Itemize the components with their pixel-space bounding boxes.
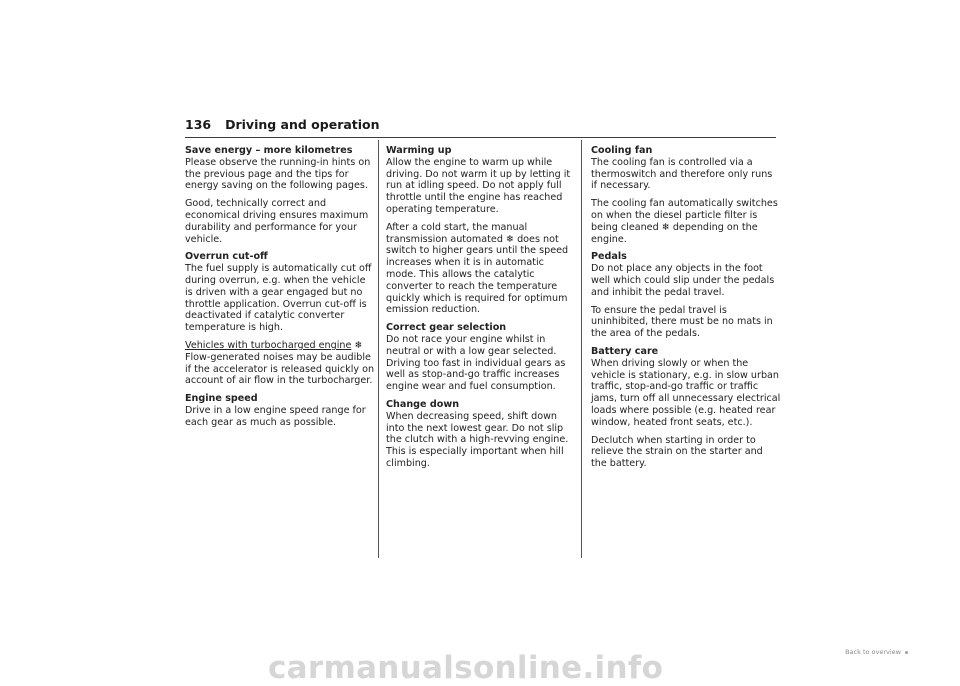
section-correct-gear-selection (386, 322, 576, 393)
column-divider-2 (581, 140, 582, 558)
section-save-energy (185, 145, 375, 245)
paragraph: Do not place any objects in the foot well which could slip under the pedals and inhibit the pedal travel. (591, 263, 775, 298)
section-heading: Overrun cut-off (185, 251, 268, 263)
paragraph: The fuel supply is automatically cut off during overrun, e.g. when the vehicle is driven with a gear engaged but no throttle application. Overrun cut-off is deactivated if catalytic converter temperature is high. (185, 263, 372, 334)
column-2 (386, 145, 576, 476)
paragraph-part: The cooling fan automatically switches on when the diesel particle filter is being cleaned (591, 198, 778, 233)
paragraph: Good, technically correct and economical driving ensures maximum durability and performance for your vehicle. (185, 198, 369, 245)
section-cooling-fan (591, 145, 781, 245)
subheading-turbocharged (185, 340, 375, 352)
section-battery-care (591, 346, 781, 470)
paragraph: The cooling fan is controlled via a thermoswitch and therefore only runs if necessary. (591, 156, 773, 192)
snowflake-icon: ❄ (505, 233, 515, 245)
section-pedals (591, 251, 781, 340)
section-warming-up (386, 145, 576, 316)
paragraph-part: After a cold start, the manual transmission automated (386, 221, 528, 245)
paragraph-part: depending on the engine. (591, 221, 758, 245)
section-heading: Save energy – more kilometres (185, 145, 353, 156)
subheading-text: Vehicles with turbocharged engine (185, 339, 352, 351)
snowflake-icon: ❄ (661, 221, 670, 233)
paragraph-part: does not switch to higher gears until the speed increases when it is in automatic mode. This allows the catalytic converter to reach the temperature quickly which is required for optimum emission reduction. (386, 233, 569, 316)
section-engine-speed (185, 393, 375, 428)
watermark: carmanualsonline.info (268, 650, 664, 686)
paragraph: Allow the engine to warm up while driving. Do not warm it up by letting it run at idling speed. Do not apply full throttle until the engine has reached operating temperature. (386, 156, 571, 215)
paragraph: To ensure the pedal travel is uninhibited, there must be no mats in the area of the pedals. (591, 304, 773, 340)
page-header (185, 117, 776, 132)
paragraph: Please observe the running-in hints on the previous page and the tips for energy saving on the following pages. (185, 156, 371, 192)
page-number: 136 (185, 117, 212, 132)
page-title: Driving and operation (225, 117, 380, 132)
snowflake-icon: ❄ (354, 339, 363, 351)
section-heading: Correct gear selection (386, 322, 507, 334)
section-heading: Warming up (386, 145, 452, 156)
paragraph: Flow-generated noises may be audible if the accelerator is released quickly on account of air flow in the turbocharger. (185, 351, 375, 387)
paragraph: When decreasing speed, shift down into the next lowest gear. Do not slip the clutch with a high-revving engine. This is especially important when hill climbing. (386, 410, 569, 469)
column-divider-1 (378, 140, 379, 558)
paragraph: When driving slowly or when the vehicle is stationary, e.g. in slow urban traffic, stop-and-go traffic or traffic jams, turn off all unnecessary electrical loads where possible (e.g. heated rear window, heated front seats, etc.). (591, 357, 781, 428)
paragraph: Drive in a low engine speed range for each gear as much as possible. (185, 404, 366, 428)
column-3 (591, 145, 781, 476)
section-overrun-cut-off (185, 251, 375, 387)
back-link-label: Back to overview (845, 648, 901, 656)
section-heading: Battery care (591, 345, 659, 357)
section-heading: Pedals (591, 251, 627, 263)
section-heading: Change down (386, 398, 460, 410)
section-heading: Engine speed (185, 393, 258, 405)
column-1 (185, 145, 375, 435)
paragraph: Declutch when starting in order to relieve the strain on the starter and the battery. (591, 434, 763, 470)
paragraph: Do not race your engine whilst in neutral or with a low gear selected. Driving too fast in individual gears as well as stop-and-go traffic increases engine wear and fuel consumption. (386, 333, 566, 393)
paragraph (386, 222, 576, 316)
paragraph (591, 198, 781, 245)
section-change-down (386, 399, 576, 470)
section-heading: Cooling fan (591, 145, 653, 156)
header-divider (185, 137, 776, 138)
